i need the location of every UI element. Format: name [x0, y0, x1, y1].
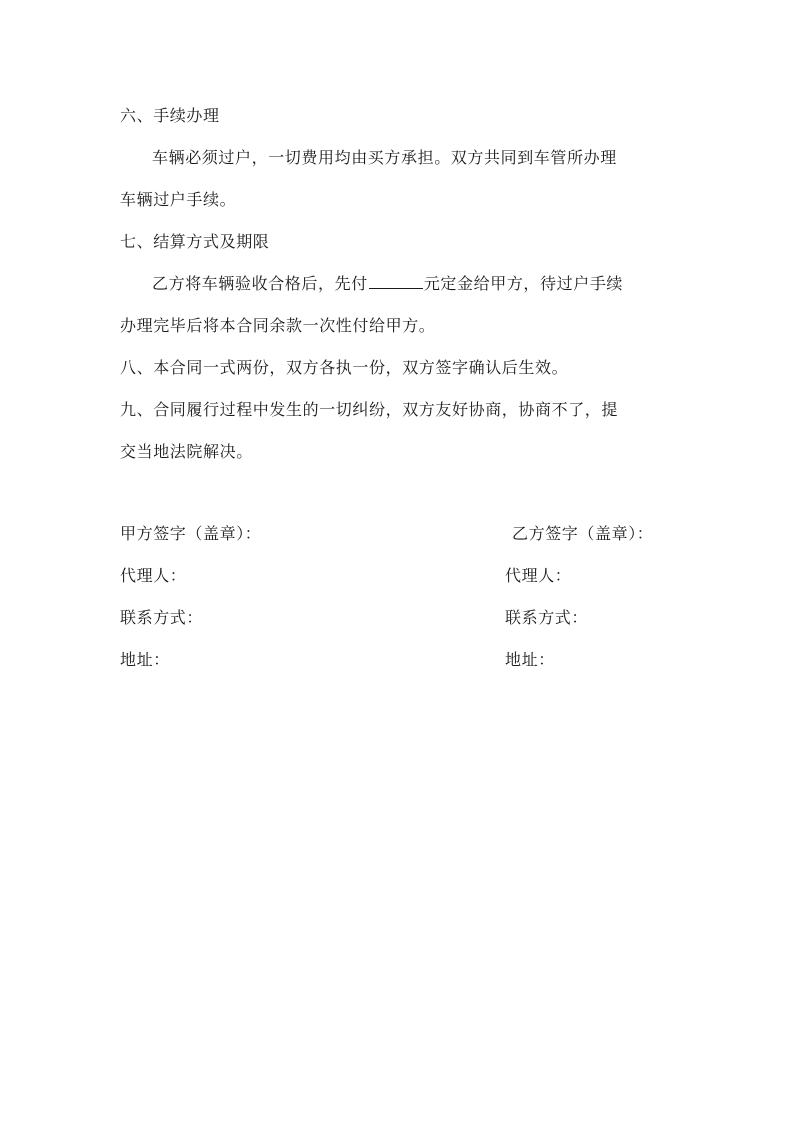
section7-paragraph-line1: [152, 274, 623, 294]
deposit-amount-blank: [369, 274, 423, 289]
section6-paragraph-line1: 车辆必须过户，一切费用均由买方承担。双方共同到车管所办理: [152, 148, 617, 167]
party-a-contact-label: 联系方式：: [120, 608, 204, 627]
section7-text-before-blank: 乙方将车辆验收合格后，先付: [152, 274, 368, 293]
section9-line2: 交当地法院解决。: [120, 442, 253, 461]
section7-text-after-blank: 元定金给甲方，待过户手续: [423, 274, 624, 293]
section7-paragraph-line2: 办理完毕后将本合同余款一次性付给甲方。: [120, 316, 436, 335]
party-a-signature-label: 甲方签字（盖章）：: [120, 524, 262, 543]
party-b-contact-label: 联系方式：: [505, 608, 589, 627]
section8-text: 八、本合同一式两份，双方各执一份，双方签字确认后生效。: [120, 358, 569, 377]
party-b-agent-label: 代理人：: [505, 566, 572, 585]
party-a-address-label: 地址：: [120, 650, 170, 669]
section6-paragraph-line2: 车辆过户手续。: [120, 190, 237, 209]
party-b-address-label: 地址：: [505, 650, 555, 669]
section7-heading: 七、结算方式及期限: [120, 232, 270, 251]
party-b-signature-label: 乙方签字（盖章）：: [512, 524, 654, 543]
section6-heading: 六、手续办理: [120, 106, 220, 125]
section9-line1: 九、合同履行过程中发生的一切纠纷，双方友好协商，协商不了，提: [120, 400, 619, 419]
party-a-agent-label: 代理人：: [120, 566, 187, 585]
